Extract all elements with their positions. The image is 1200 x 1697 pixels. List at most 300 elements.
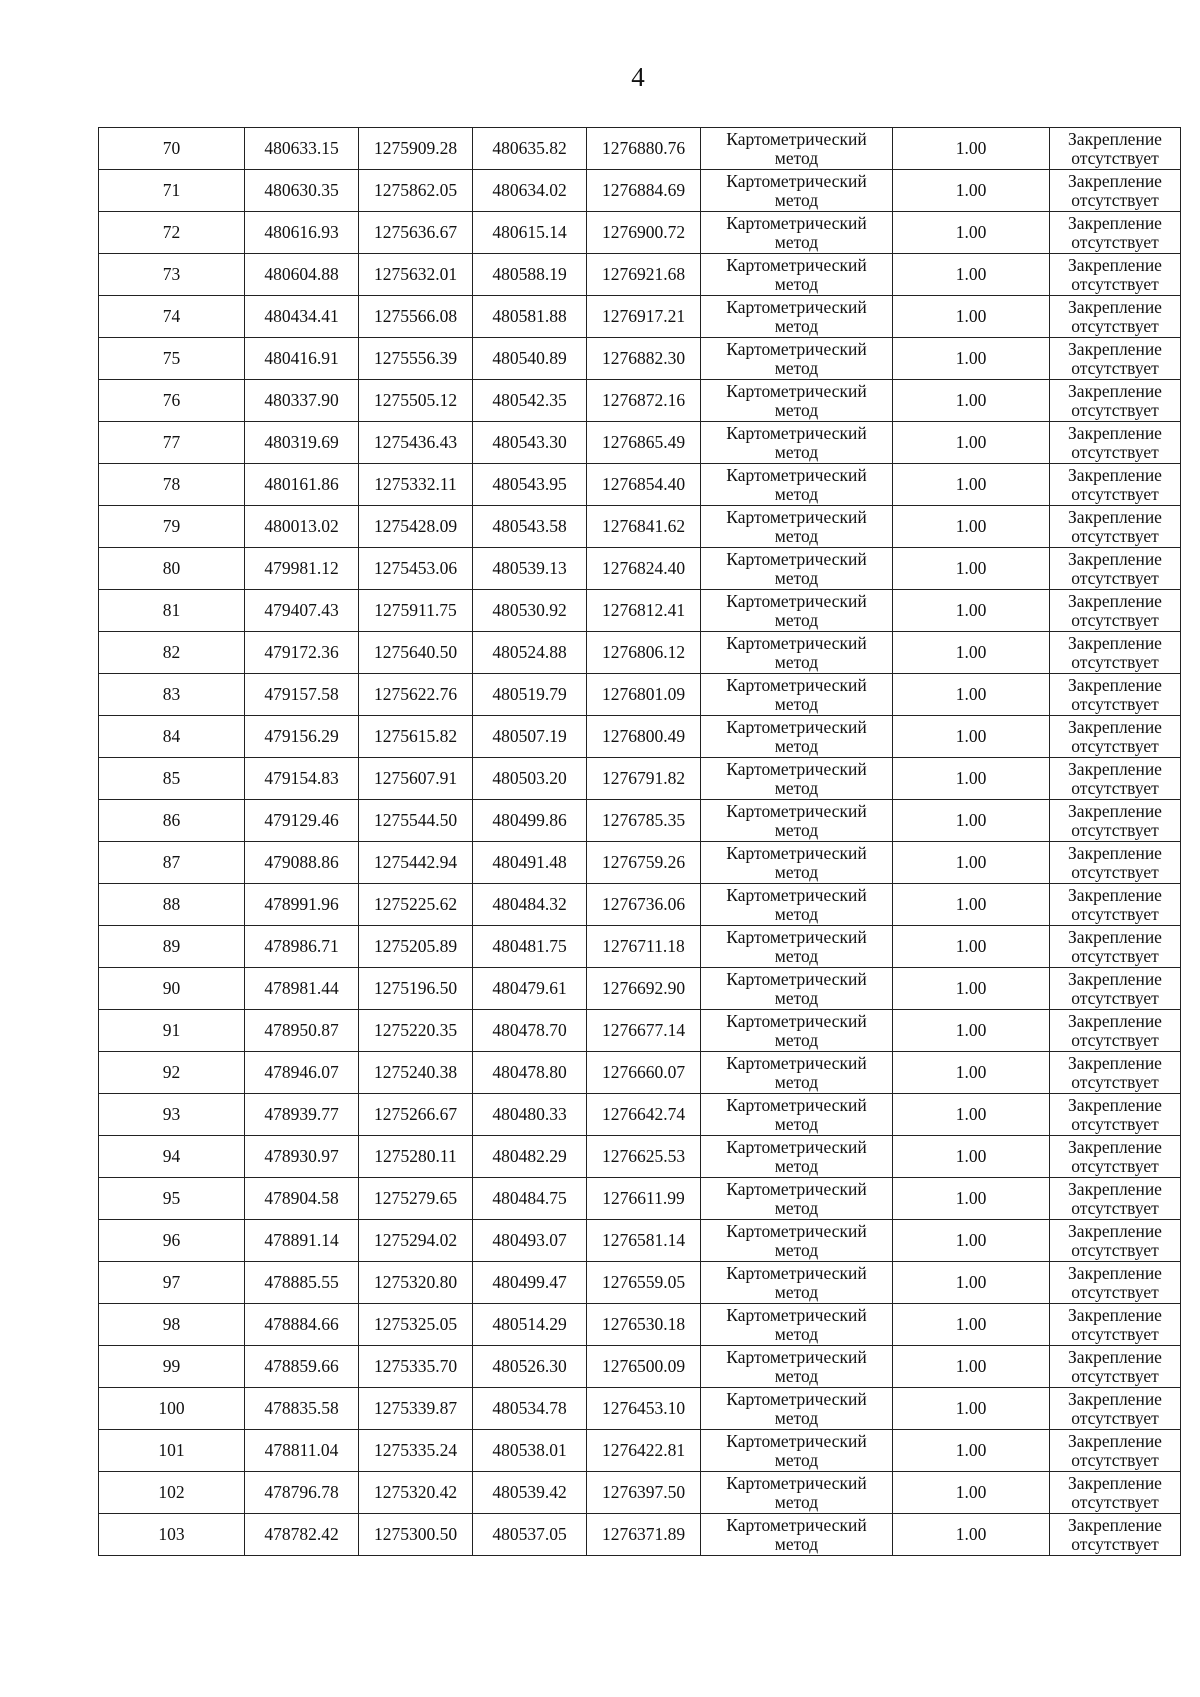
x-new-cell: 480634.02: [473, 170, 587, 212]
x-old-cell: 478904.58: [245, 1178, 359, 1220]
y-old-cell: 1275205.89: [359, 926, 473, 968]
method-line2: метод: [774, 651, 819, 672]
x-new-cell: 480478.80: [473, 1052, 587, 1094]
fixation-line1: Закрепление: [1068, 1346, 1162, 1367]
x-new-cell: 480538.01: [473, 1430, 587, 1472]
accuracy-cell: 1.00: [893, 170, 1050, 212]
x-new-cell: 480519.79: [473, 674, 587, 716]
y-old-cell: 1275225.62: [359, 884, 473, 926]
method-line1: Картометрический: [726, 1430, 867, 1451]
method-cell: [701, 506, 893, 548]
y-old-cell: 1275544.50: [359, 800, 473, 842]
method-line1: Картометрический: [726, 758, 867, 779]
fixation-line2: отсутствует: [1071, 1239, 1159, 1260]
point-number-cell: 85: [99, 758, 245, 800]
x-old-cell: 480630.35: [245, 170, 359, 212]
table-row: [99, 380, 1181, 422]
point-number-cell: 101: [99, 1430, 245, 1472]
x-old-cell: 480319.69: [245, 422, 359, 464]
point-number-cell: 77: [99, 422, 245, 464]
y-old-cell: 1275240.38: [359, 1052, 473, 1094]
method-cell: [701, 1010, 893, 1052]
accuracy-cell: 1.00: [893, 1472, 1050, 1514]
fixation-line2: отсутствует: [1071, 777, 1159, 798]
fixation-line1: Закрепление: [1068, 1262, 1162, 1283]
point-number-cell: 74: [99, 296, 245, 338]
x-new-cell: 480480.33: [473, 1094, 587, 1136]
x-old-cell: 479172.36: [245, 632, 359, 674]
y-old-cell: 1275279.65: [359, 1178, 473, 1220]
fixation-line1: Закрепление: [1068, 380, 1162, 401]
fixation-line2: отсутствует: [1071, 525, 1159, 546]
accuracy-cell: 1.00: [893, 464, 1050, 506]
point-number-cell: 80: [99, 548, 245, 590]
x-new-cell: 480524.88: [473, 632, 587, 674]
y-new-cell: 1276791.82: [587, 758, 701, 800]
point-number-cell: 82: [99, 632, 245, 674]
y-new-cell: 1276711.18: [587, 926, 701, 968]
x-old-cell: 479154.83: [245, 758, 359, 800]
table-row: [99, 674, 1181, 716]
fixation-cell: [1050, 380, 1181, 422]
fixation-cell: [1050, 1472, 1181, 1514]
fixation-line1: Закрепление: [1068, 170, 1162, 191]
y-new-cell: 1276872.16: [587, 380, 701, 422]
fixation-line2: отсутствует: [1071, 147, 1159, 168]
method-line1: Картометрический: [726, 380, 867, 401]
method-cell: [701, 1136, 893, 1178]
fixation-cell: [1050, 170, 1181, 212]
y-new-cell: 1276824.40: [587, 548, 701, 590]
table-row: [99, 548, 1181, 590]
x-old-cell: 478835.58: [245, 1388, 359, 1430]
fixation-cell: [1050, 548, 1181, 590]
y-new-cell: 1276880.76: [587, 128, 701, 170]
accuracy-cell: 1.00: [893, 968, 1050, 1010]
point-number-cell: 72: [99, 212, 245, 254]
accuracy-cell: 1.00: [893, 548, 1050, 590]
fixation-cell: [1050, 1304, 1181, 1346]
fixation-cell: [1050, 1346, 1181, 1388]
method-line2: метод: [774, 609, 819, 630]
y-old-cell: 1275294.02: [359, 1220, 473, 1262]
x-new-cell: 480543.30: [473, 422, 587, 464]
x-new-cell: 480484.75: [473, 1178, 587, 1220]
fixation-cell: [1050, 590, 1181, 632]
y-new-cell: 1276371.89: [587, 1514, 701, 1556]
accuracy-cell: 1.00: [893, 1262, 1050, 1304]
fixation-line1: Закрепление: [1068, 590, 1162, 611]
method-cell: [701, 1514, 893, 1556]
x-new-cell: 480514.29: [473, 1304, 587, 1346]
table-row: [99, 1052, 1181, 1094]
fixation-cell: [1050, 422, 1181, 464]
method-line1: Картометрический: [726, 506, 867, 527]
method-line1: Картометрический: [726, 590, 867, 611]
method-line1: Картометрический: [726, 1220, 867, 1241]
point-number-cell: 91: [99, 1010, 245, 1052]
method-cell: [701, 1346, 893, 1388]
accuracy-cell: 1.00: [893, 1514, 1050, 1556]
x-new-cell: 480499.86: [473, 800, 587, 842]
fixation-line1: Закрепление: [1068, 548, 1162, 569]
point-number-cell: 100: [99, 1388, 245, 1430]
method-cell: [701, 296, 893, 338]
table-row: [99, 1094, 1181, 1136]
table-row: [99, 212, 1181, 254]
table-row: [99, 800, 1181, 842]
method-cell: [701, 842, 893, 884]
fixation-line2: отсутствует: [1071, 1071, 1159, 1092]
x-old-cell: 479407.43: [245, 590, 359, 632]
table-row: [99, 632, 1181, 674]
method-cell: [701, 1430, 893, 1472]
y-old-cell: 1275911.75: [359, 590, 473, 632]
method-cell: [701, 338, 893, 380]
x-old-cell: 478884.66: [245, 1304, 359, 1346]
table-row: [99, 1010, 1181, 1052]
method-line2: метод: [774, 147, 819, 168]
point-number-cell: 93: [99, 1094, 245, 1136]
method-line1: Картометрический: [726, 296, 867, 317]
method-cell: [701, 1388, 893, 1430]
accuracy-cell: 1.00: [893, 716, 1050, 758]
fixation-cell: [1050, 842, 1181, 884]
y-new-cell: 1276882.30: [587, 338, 701, 380]
fixation-cell: [1050, 968, 1181, 1010]
y-new-cell: 1276736.06: [587, 884, 701, 926]
y-new-cell: 1276500.09: [587, 1346, 701, 1388]
method-line2: метод: [774, 1155, 819, 1176]
fixation-line2: отсутствует: [1071, 399, 1159, 420]
fixation-cell: [1050, 758, 1181, 800]
fixation-line2: отсутствует: [1071, 483, 1159, 504]
x-old-cell: 478782.42: [245, 1514, 359, 1556]
method-line1: Картометрический: [726, 422, 867, 443]
fixation-line2: отсутствует: [1071, 1491, 1159, 1512]
x-old-cell: 478991.96: [245, 884, 359, 926]
accuracy-cell: 1.00: [893, 1220, 1050, 1262]
fixation-line2: отсутствует: [1071, 1533, 1159, 1554]
accuracy-cell: 1.00: [893, 1010, 1050, 1052]
table-row: [99, 254, 1181, 296]
y-new-cell: 1276801.09: [587, 674, 701, 716]
method-line2: метод: [774, 315, 819, 336]
x-new-cell: 480537.05: [473, 1514, 587, 1556]
fixation-line1: Закрепление: [1068, 254, 1162, 275]
point-number-cell: 102: [99, 1472, 245, 1514]
method-line1: Картометрический: [726, 1178, 867, 1199]
fixation-cell: [1050, 884, 1181, 926]
y-new-cell: 1276921.68: [587, 254, 701, 296]
y-old-cell: 1275428.09: [359, 506, 473, 548]
fixation-cell: [1050, 716, 1181, 758]
accuracy-cell: 1.00: [893, 506, 1050, 548]
fixation-line2: отсутствует: [1071, 189, 1159, 210]
y-new-cell: 1276611.99: [587, 1178, 701, 1220]
table-row: [99, 1304, 1181, 1346]
method-line1: Картометрический: [726, 254, 867, 275]
accuracy-cell: 1.00: [893, 1304, 1050, 1346]
point-number-cell: 97: [99, 1262, 245, 1304]
y-old-cell: 1275909.28: [359, 128, 473, 170]
x-new-cell: 480539.13: [473, 548, 587, 590]
fixation-line1: Закрепление: [1068, 674, 1162, 695]
point-number-cell: 73: [99, 254, 245, 296]
x-old-cell: 480416.91: [245, 338, 359, 380]
method-cell: [701, 1052, 893, 1094]
fixation-line2: отсутствует: [1071, 441, 1159, 462]
fixation-cell: [1050, 926, 1181, 968]
point-number-cell: 70: [99, 128, 245, 170]
y-old-cell: 1275615.82: [359, 716, 473, 758]
point-number-cell: 92: [99, 1052, 245, 1094]
method-line2: метод: [774, 1449, 819, 1470]
y-old-cell: 1275335.24: [359, 1430, 473, 1472]
x-new-cell: 480479.61: [473, 968, 587, 1010]
table-row: [99, 590, 1181, 632]
fixation-line1: Закрепление: [1068, 926, 1162, 947]
x-new-cell: 480635.82: [473, 128, 587, 170]
fixation-cell: [1050, 1136, 1181, 1178]
x-new-cell: 480507.19: [473, 716, 587, 758]
table-row: [99, 1220, 1181, 1262]
y-old-cell: 1275442.94: [359, 842, 473, 884]
point-number-cell: 89: [99, 926, 245, 968]
fixation-line1: Закрепление: [1068, 422, 1162, 443]
y-new-cell: 1276759.26: [587, 842, 701, 884]
x-new-cell: 480588.19: [473, 254, 587, 296]
method-line2: метод: [774, 861, 819, 882]
y-old-cell: 1275862.05: [359, 170, 473, 212]
fixation-line1: Закрепление: [1068, 758, 1162, 779]
method-cell: [701, 170, 893, 212]
fixation-line2: отсутствует: [1071, 315, 1159, 336]
fixation-line1: Закрепление: [1068, 1304, 1162, 1325]
x-new-cell: 480543.58: [473, 506, 587, 548]
fixation-line2: отсутствует: [1071, 903, 1159, 924]
method-line1: Картометрический: [726, 212, 867, 233]
method-line1: Картометрический: [726, 1094, 867, 1115]
method-line2: метод: [774, 1491, 819, 1512]
method-line2: метод: [774, 567, 819, 588]
y-old-cell: 1275335.70: [359, 1346, 473, 1388]
table-row: [99, 506, 1181, 548]
table-row: [99, 1178, 1181, 1220]
point-number-cell: 94: [99, 1136, 245, 1178]
method-line1: Картометрический: [726, 884, 867, 905]
method-cell: [701, 1178, 893, 1220]
fixation-line1: Закрепление: [1068, 1472, 1162, 1493]
point-number-cell: 81: [99, 590, 245, 632]
x-old-cell: 479088.86: [245, 842, 359, 884]
point-number-cell: 90: [99, 968, 245, 1010]
table-row: [99, 758, 1181, 800]
y-new-cell: 1276581.14: [587, 1220, 701, 1262]
fixation-line2: отсутствует: [1071, 945, 1159, 966]
y-old-cell: 1275320.80: [359, 1262, 473, 1304]
method-line1: Картометрический: [726, 170, 867, 191]
fixation-line2: отсутствует: [1071, 1197, 1159, 1218]
x-new-cell: 480534.78: [473, 1388, 587, 1430]
method-line1: Картометрический: [726, 128, 867, 149]
accuracy-cell: 1.00: [893, 632, 1050, 674]
table-row: [99, 338, 1181, 380]
fixation-line1: Закрепление: [1068, 128, 1162, 149]
fixation-line1: Закрепление: [1068, 968, 1162, 989]
fixation-cell: [1050, 1514, 1181, 1556]
y-old-cell: 1275300.50: [359, 1514, 473, 1556]
method-line2: метод: [774, 903, 819, 924]
table-row: [99, 716, 1181, 758]
x-old-cell: 478939.77: [245, 1094, 359, 1136]
table-row: [99, 926, 1181, 968]
fixation-cell: [1050, 1178, 1181, 1220]
method-line2: метод: [774, 735, 819, 756]
method-line2: метод: [774, 1533, 819, 1554]
y-old-cell: 1275320.42: [359, 1472, 473, 1514]
point-number-cell: 99: [99, 1346, 245, 1388]
fixation-line1: Закрепление: [1068, 1178, 1162, 1199]
method-line1: Картометрический: [726, 338, 867, 359]
x-old-cell: 480604.88: [245, 254, 359, 296]
method-line2: метод: [774, 357, 819, 378]
fixation-cell: [1050, 1430, 1181, 1472]
method-line1: Картометрический: [726, 1262, 867, 1283]
y-new-cell: 1276800.49: [587, 716, 701, 758]
method-line1: Картометрический: [726, 716, 867, 737]
y-new-cell: 1276785.35: [587, 800, 701, 842]
method-line1: Картометрический: [726, 1346, 867, 1367]
table-row: [99, 842, 1181, 884]
method-line1: Картометрический: [726, 674, 867, 695]
fixation-cell: [1050, 674, 1181, 716]
accuracy-cell: 1.00: [893, 380, 1050, 422]
fixation-line2: отсутствует: [1071, 567, 1159, 588]
y-new-cell: 1276841.62: [587, 506, 701, 548]
accuracy-cell: 1.00: [893, 590, 1050, 632]
accuracy-cell: 1.00: [893, 758, 1050, 800]
accuracy-cell: 1.00: [893, 1052, 1050, 1094]
method-line2: метод: [774, 819, 819, 840]
method-line1: Картометрический: [726, 1304, 867, 1325]
method-cell: [701, 716, 893, 758]
fixation-line2: отсутствует: [1071, 1029, 1159, 1050]
x-new-cell: 480491.48: [473, 842, 587, 884]
method-line1: Картометрический: [726, 926, 867, 947]
x-old-cell: 480013.02: [245, 506, 359, 548]
table-row: [99, 1136, 1181, 1178]
table-row: [99, 1388, 1181, 1430]
method-line2: метод: [774, 231, 819, 252]
method-line1: Картометрический: [726, 1136, 867, 1157]
point-number-cell: 103: [99, 1514, 245, 1556]
fixation-line2: отсутствует: [1071, 273, 1159, 294]
fixation-line2: отсутствует: [1071, 1155, 1159, 1176]
fixation-line2: отсутствует: [1071, 609, 1159, 630]
fixation-cell: [1050, 464, 1181, 506]
method-line1: Картометрический: [726, 968, 867, 989]
y-old-cell: 1275566.08: [359, 296, 473, 338]
method-line2: метод: [774, 1323, 819, 1344]
x-new-cell: 480530.92: [473, 590, 587, 632]
x-old-cell: 480337.90: [245, 380, 359, 422]
point-number-cell: 96: [99, 1220, 245, 1262]
accuracy-cell: 1.00: [893, 1094, 1050, 1136]
method-cell: [701, 590, 893, 632]
y-new-cell: 1276900.72: [587, 212, 701, 254]
x-new-cell: 480482.29: [473, 1136, 587, 1178]
y-old-cell: 1275266.67: [359, 1094, 473, 1136]
point-number-cell: 83: [99, 674, 245, 716]
table-row: [99, 422, 1181, 464]
table-body: [99, 128, 1181, 1556]
fixation-line1: Закрепление: [1068, 884, 1162, 905]
fixation-line1: Закрепление: [1068, 1010, 1162, 1031]
y-new-cell: 1276917.21: [587, 296, 701, 338]
fixation-line2: отсутствует: [1071, 357, 1159, 378]
x-new-cell: 480493.07: [473, 1220, 587, 1262]
point-number-cell: 78: [99, 464, 245, 506]
point-number-cell: 75: [99, 338, 245, 380]
x-new-cell: 480481.75: [473, 926, 587, 968]
point-number-cell: 87: [99, 842, 245, 884]
method-line2: метод: [774, 1197, 819, 1218]
x-new-cell: 480615.14: [473, 212, 587, 254]
method-cell: [701, 128, 893, 170]
accuracy-cell: 1.00: [893, 1136, 1050, 1178]
y-old-cell: 1275280.11: [359, 1136, 473, 1178]
y-new-cell: 1276854.40: [587, 464, 701, 506]
point-number-cell: 88: [99, 884, 245, 926]
method-cell: [701, 212, 893, 254]
accuracy-cell: 1.00: [893, 1178, 1050, 1220]
fixation-line2: отсутствует: [1071, 735, 1159, 756]
table-row: [99, 464, 1181, 506]
method-line1: Картометрический: [726, 842, 867, 863]
fixation-cell: [1050, 128, 1181, 170]
point-number-cell: 71: [99, 170, 245, 212]
method-cell: [701, 884, 893, 926]
table-row: [99, 128, 1181, 170]
y-new-cell: 1276812.41: [587, 590, 701, 632]
fixation-cell: [1050, 506, 1181, 548]
method-line2: метод: [774, 525, 819, 546]
method-line2: метод: [774, 1281, 819, 1302]
method-line2: метод: [774, 441, 819, 462]
accuracy-cell: 1.00: [893, 296, 1050, 338]
fixation-line1: Закрепление: [1068, 296, 1162, 317]
y-new-cell: 1276660.07: [587, 1052, 701, 1094]
table-row: [99, 884, 1181, 926]
method-line2: метод: [774, 399, 819, 420]
fixation-line2: отсутствует: [1071, 1365, 1159, 1386]
point-number-cell: 79: [99, 506, 245, 548]
method-line1: Картометрический: [726, 1514, 867, 1535]
method-cell: [701, 758, 893, 800]
page-number: 4: [631, 62, 645, 92]
point-number-cell: 84: [99, 716, 245, 758]
x-new-cell: 480539.42: [473, 1472, 587, 1514]
fixation-line2: отсутствует: [1071, 861, 1159, 882]
y-old-cell: 1275196.50: [359, 968, 473, 1010]
y-new-cell: 1276397.50: [587, 1472, 701, 1514]
accuracy-cell: 1.00: [893, 800, 1050, 842]
fixation-line2: отсутствует: [1071, 1449, 1159, 1470]
method-cell: [701, 1304, 893, 1346]
y-new-cell: 1276559.05: [587, 1262, 701, 1304]
method-line2: метод: [774, 1365, 819, 1386]
